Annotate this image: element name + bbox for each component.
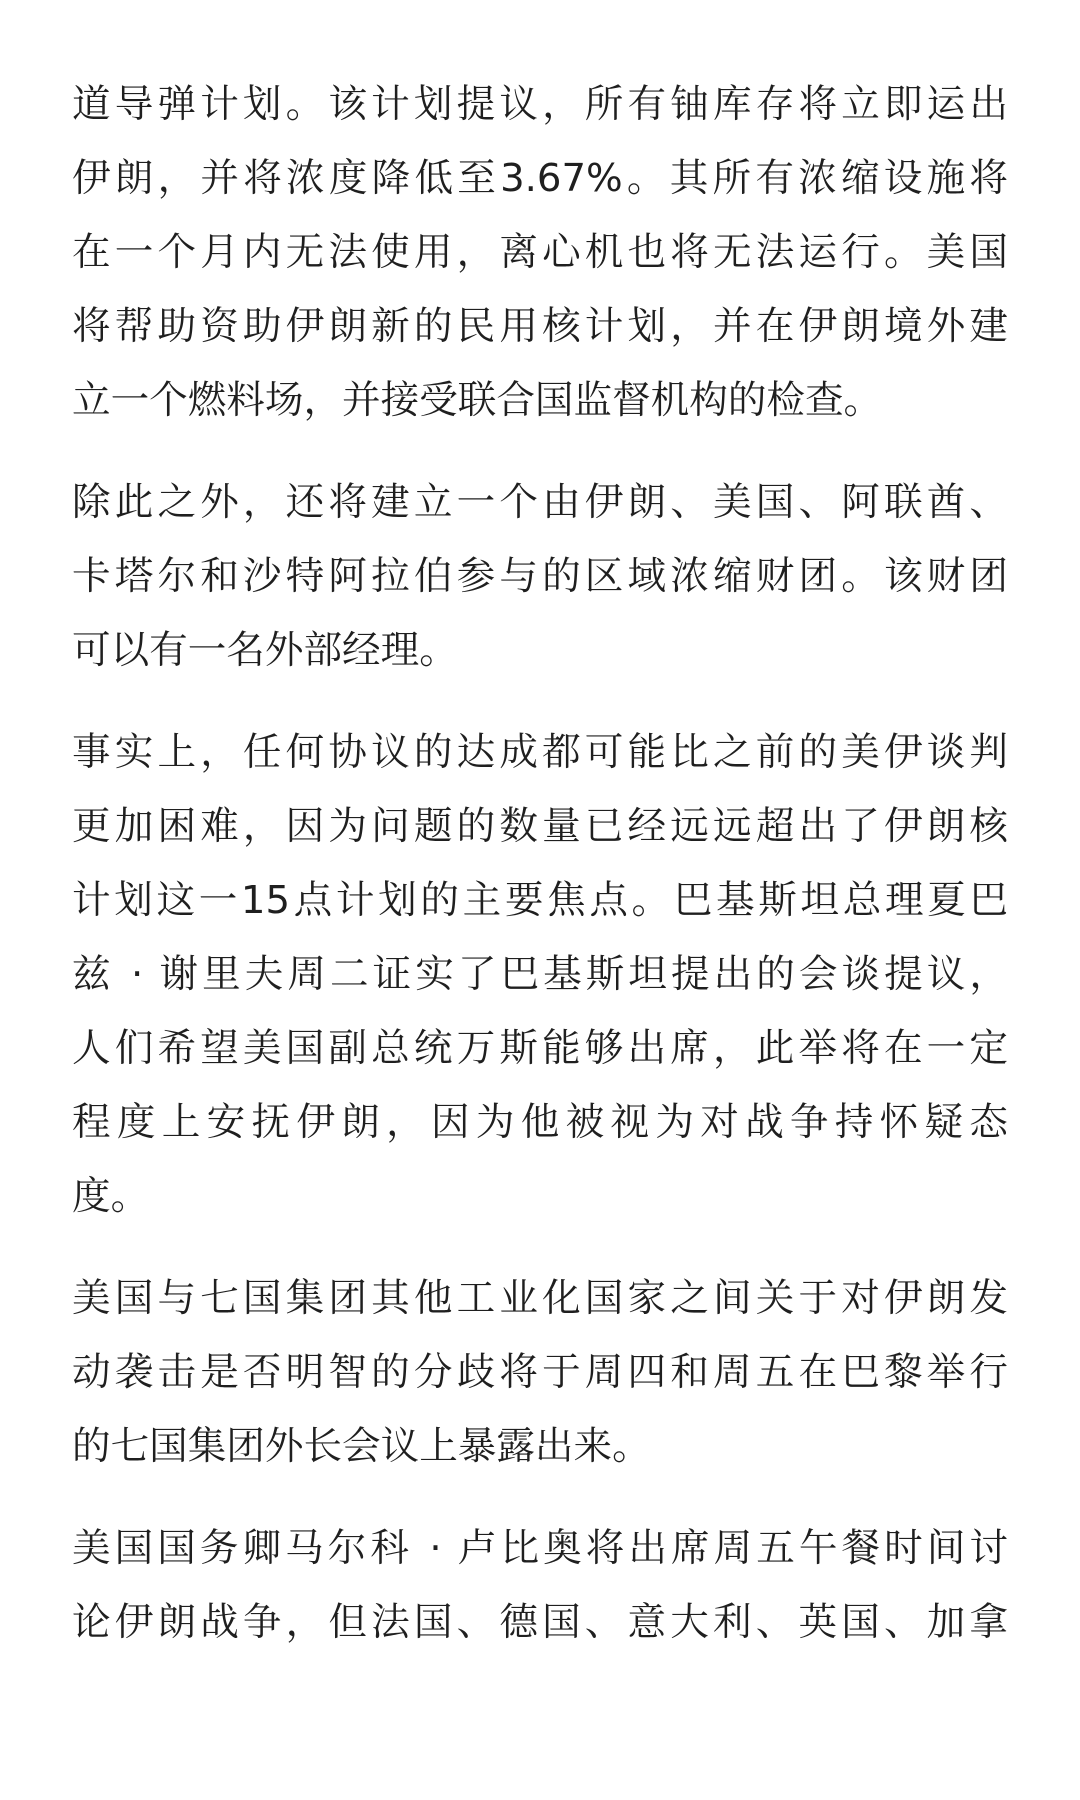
text-line: 在一个月内无法使用，离心机也将无法运行。美国 xyxy=(72,230,1008,275)
text-line: 卡塔尔和沙特阿拉伯参与的区域浓缩财团。该财团 xyxy=(72,554,1008,599)
text-line: 更加困难，因为问题的数量已经远远超出了伊朗核 xyxy=(72,804,1008,849)
text-line: 将帮助资助伊朗新的民用核计划，并在伊朗境外建 xyxy=(72,304,1008,349)
text-line: 人们希望美国副总统万斯能够出席，此举将在一定 xyxy=(72,1026,1008,1071)
text-line: 立一个燃料场，并接受联合国监督机构的检查。 xyxy=(72,378,883,423)
paragraph-4 xyxy=(72,1262,1008,1484)
paragraph-5 xyxy=(72,1512,1008,1660)
text-line: 伊朗，并将浓度降低至3.67%。其所有浓缩设施将 xyxy=(72,156,1008,201)
text-line: 美国与七国集团其他工业化国家之间关于对伊朗发 xyxy=(72,1276,1008,1321)
text-line: 的七国集团外长会议上暴露出来。 xyxy=(72,1424,651,1469)
text-line: 动袭击是否明智的分歧将于周四和周五在巴黎举行 xyxy=(72,1350,1008,1395)
text-line: 道导弹计划。该计划提议，所有铀库存将立即运出 xyxy=(72,82,1008,127)
text-line: 美国国务卿马尔科 · 卢比奥将出席周五午餐时间讨 xyxy=(72,1526,1008,1571)
text-line: 程度上安抚伊朗，因为他被视为对战争持怀疑态 xyxy=(72,1100,1008,1145)
text-line: 论伊朗战争，但法国、德国、意大利、英国、加拿 xyxy=(72,1600,1008,1645)
text-line: 度。 xyxy=(72,1174,150,1219)
text-line: 计划这一15点计划的主要焦点。巴基斯坦总理夏巴 xyxy=(72,878,1008,923)
text-line: 事实上，任何协议的达成都可能比之前的美伊谈判 xyxy=(72,730,1008,775)
paragraph-1 xyxy=(72,68,1008,438)
text-line: 除此之外，还将建立一个由伊朗、美国、阿联酋、 xyxy=(72,480,1008,525)
paragraph-2 xyxy=(72,466,1008,688)
text-line: 兹 · 谢里夫周二证实了巴基斯坦提出的会谈提议， xyxy=(72,952,1008,997)
text-line: 可以有一名外部经理。 xyxy=(72,628,458,673)
paragraph-3 xyxy=(72,716,1008,1234)
